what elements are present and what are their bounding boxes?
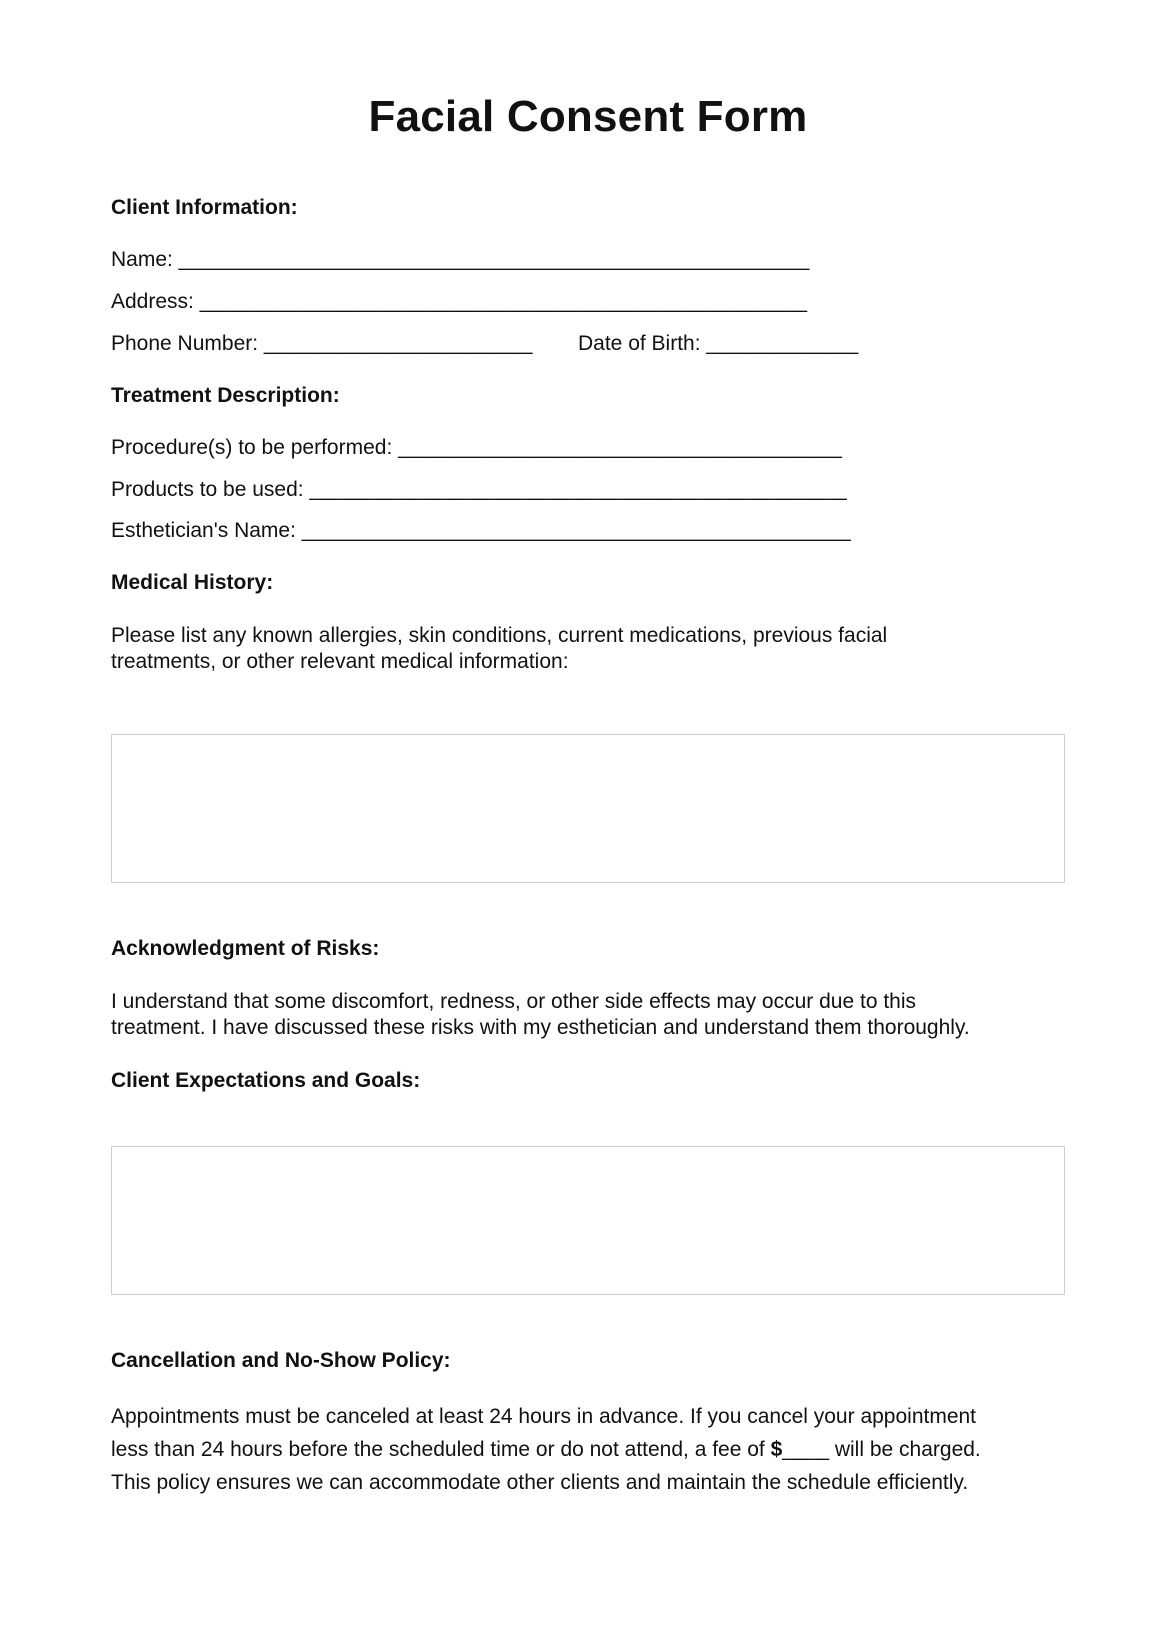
fee-currency-symbol: $ [770,1438,783,1461]
procedures-field[interactable]: Procedure(s) to be performed: ______________________________________ [111,436,842,459]
expectations-heading: Client Expectations and Goals: [111,1069,421,1092]
phone-number-field[interactable]: Phone Number: _______________________ [111,332,533,355]
medical-history-prompt-line: Please list any known allergies, skin conditions, current medications, previous facial [111,624,888,647]
fee-amount-field[interactable]: ____ will be charged. [782,1438,981,1461]
treatment-description-heading: Treatment Description: [111,384,340,407]
acknowledgment-heading: Acknowledgment of Risks: [111,937,380,960]
cancellation-heading: Cancellation and No-Show Policy: [111,1349,451,1372]
acknowledgment-line: I understand that some discomfort, redness, or other side effects may occur due to this [111,990,917,1013]
medical-history-heading: Medical History: [111,571,274,594]
products-field[interactable]: Products to be used: ______________________________________________ [111,478,847,501]
medical-history-textbox[interactable] [111,734,1065,883]
medical-history-prompt [111,623,1071,675]
address-field[interactable]: Address: ____________________________________________________ [111,290,808,313]
esthetician-name-field[interactable]: Esthetician's Name: _______________________________________________ [111,519,851,542]
expectations-textbox[interactable] [111,1146,1065,1295]
cancellation-line: Appointments must be canceled at least 24 hours in advance. If you cancel your appointment [111,1405,977,1428]
acknowledgment-line: treatment. I have discussed these risks with my esthetician and understand them thoroughly. [111,1016,970,1039]
page-title: Facial Consent Form [368,92,808,141]
acknowledgment-text [111,989,1071,1041]
date-of-birth-field[interactable]: Date of Birth: _____________ [578,332,859,355]
cancellation-line-text: less than 24 hours before the scheduled time or do not attend, a fee of [111,1438,771,1461]
cancellation-line [111,1433,1071,1466]
cancellation-text [111,1400,1071,1499]
cancellation-line: This policy ensures we can accommodate other clients and maintain the schedule efficiently. [111,1471,969,1494]
client-information-heading: Client Information: [111,196,298,219]
name-field[interactable]: Name: ______________________________________________________ [111,248,810,271]
medical-history-prompt-line: treatments, or other relevant medical information: [111,650,569,673]
